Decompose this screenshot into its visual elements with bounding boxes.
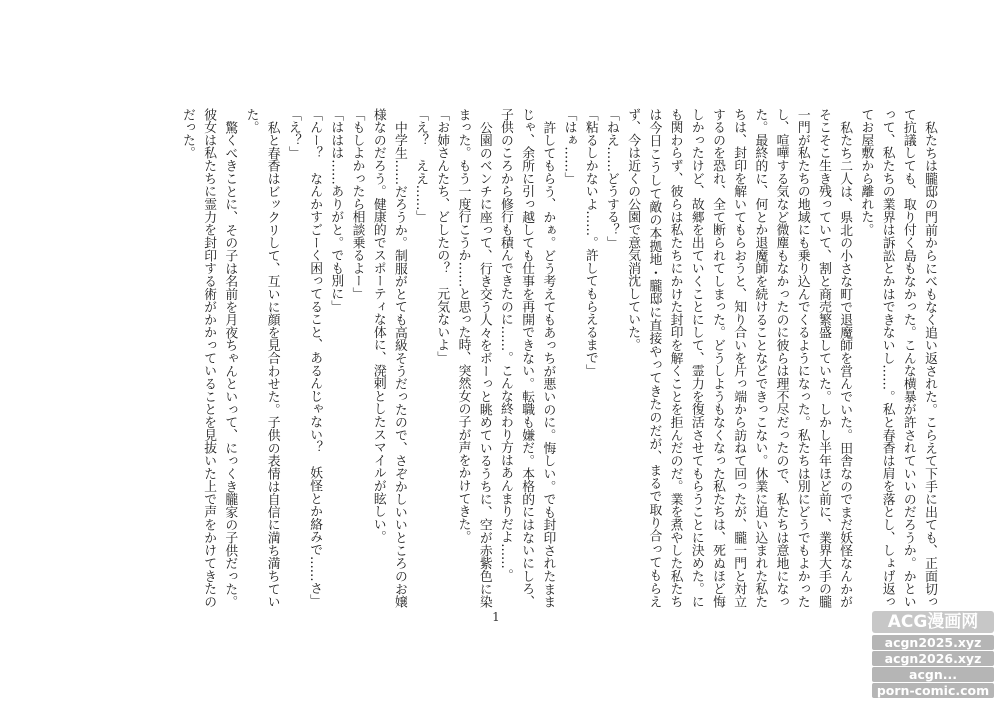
paragraph: 私たち二人は、県北の小さな町で退魔師を営んでいた。田舎なのでまだ妖怪なんかがそこそこ生き残っていて、割と商売繁盛していた。しかし半年ほど前に、業界大手の朧一門が私たちの地域にも乗り込んでくるようになった。私たちは別にどうでもよかったし、喧嘩する気など微塵もなかったのに彼らは理不尽だったので、私たちは意地になった。最終的に、何とか退魔師を続けることなどできっこない。休業に追い込まれた私たちは、封印を解いてもらおうと、知り合いを片っ端から訪ねて回ったが、朧一門と対立するのを恐れ、全て断られてしまった。どうしようもなくなった私たちは、死ぬほど悔しかったけど、故郷を出ていくことにして、霊力を復活させてもらうことに決めた。にも関わらず、彼らは私たちにかけた封印を解くことを拒んだのだ。業を煮やした私たちは今日こうして敵の本拠地・朧邸に直接やってきたのだが、まるで取り合ってもらえず、今は近くの公園で意気消沈していた。 [625, 108, 853, 608]
body-text [120, 108, 940, 608]
dialogue-line: 「え？」 [285, 108, 301, 160]
dialogue-line: 「ねえ……どうする？」 [603, 108, 619, 249]
paragraph: 公園のベンチに座って、行き交う人々をボーっと眺めているうちに、空が赤紫色に染まった。もう一度行こうか……と思った時、突然女の子が声をかけてきた。 [455, 108, 492, 608]
page-number: 1 [492, 610, 500, 624]
dialogue-line: 「ははは……ありがと。でも別に」 [328, 108, 344, 313]
watermark-line: acgn2025.xyz [872, 635, 994, 650]
paragraph: 許してもらう、かぁ。どう考えてもあっちが悪いのに。悔しい。でも封印されたままじゃ、余所に引っ越しても仕事を再開できない。転職も嫌だ。本格的にはないにしろ、子供のころから修行も積んできたのに……。こんな終わり方はあんまりだよ……。 [497, 108, 556, 608]
paragraph: 私たちは朧邸の門前からにべもなく追い返された。こらえて下手に出ても、正面切って抗議しても、取り付く島もなかった。こんな横暴が許されていいのだろうか。かといって、私たちの業界は訴訟とかはできないし……。私と春香は肩を落とし、しょげ返ってお屋敷から離れた。 [858, 108, 937, 608]
dialogue-line: 「え？ ええ……」 [413, 108, 429, 224]
dialogue-line: 「粘るしかないよ……。許してもらえるまで」 [582, 108, 598, 377]
watermark-logo: ACG漫画网 [872, 611, 994, 633]
dialogue-line: 「んー？ なんかすごーく困ってること、あるんじゃない？ 妖怪とか絡みで……さ」 [307, 108, 323, 608]
dialogue-line: 「はぁ……」 [561, 108, 577, 185]
watermark [872, 611, 994, 703]
watermark-line: porn-comic.com [872, 683, 994, 698]
paragraph: 中学生……だろうか。制服がとても高級そうだったので、さぞかしいいところのお嬢様なのだろう。健康的でスポーティな体に、溌剌としたスマイルが眩しい。 [370, 108, 407, 608]
paragraph: 私と春香はビックリして、互いに顔を見合わせた。子供の表情は自信に満ち満ちていた。 [243, 108, 280, 608]
watermark-line: acgn... [872, 667, 994, 682]
paragraph: 驚くべきことに、その子は名前を月夜ちゃんといって、にっくき朧家の子供だった。彼女は私たちに霊力を封印する術がかかっていることを見抜いた上で声をかけてきたのだった。 [179, 108, 238, 608]
watermark-line: acgn2026.xyz [872, 651, 994, 666]
dialogue-line: 「もしよかったら相談乗るよー」 [349, 108, 365, 300]
dialogue-line: 「お姉さんたち、どしたの？ 元気ないよ」 [434, 108, 450, 364]
